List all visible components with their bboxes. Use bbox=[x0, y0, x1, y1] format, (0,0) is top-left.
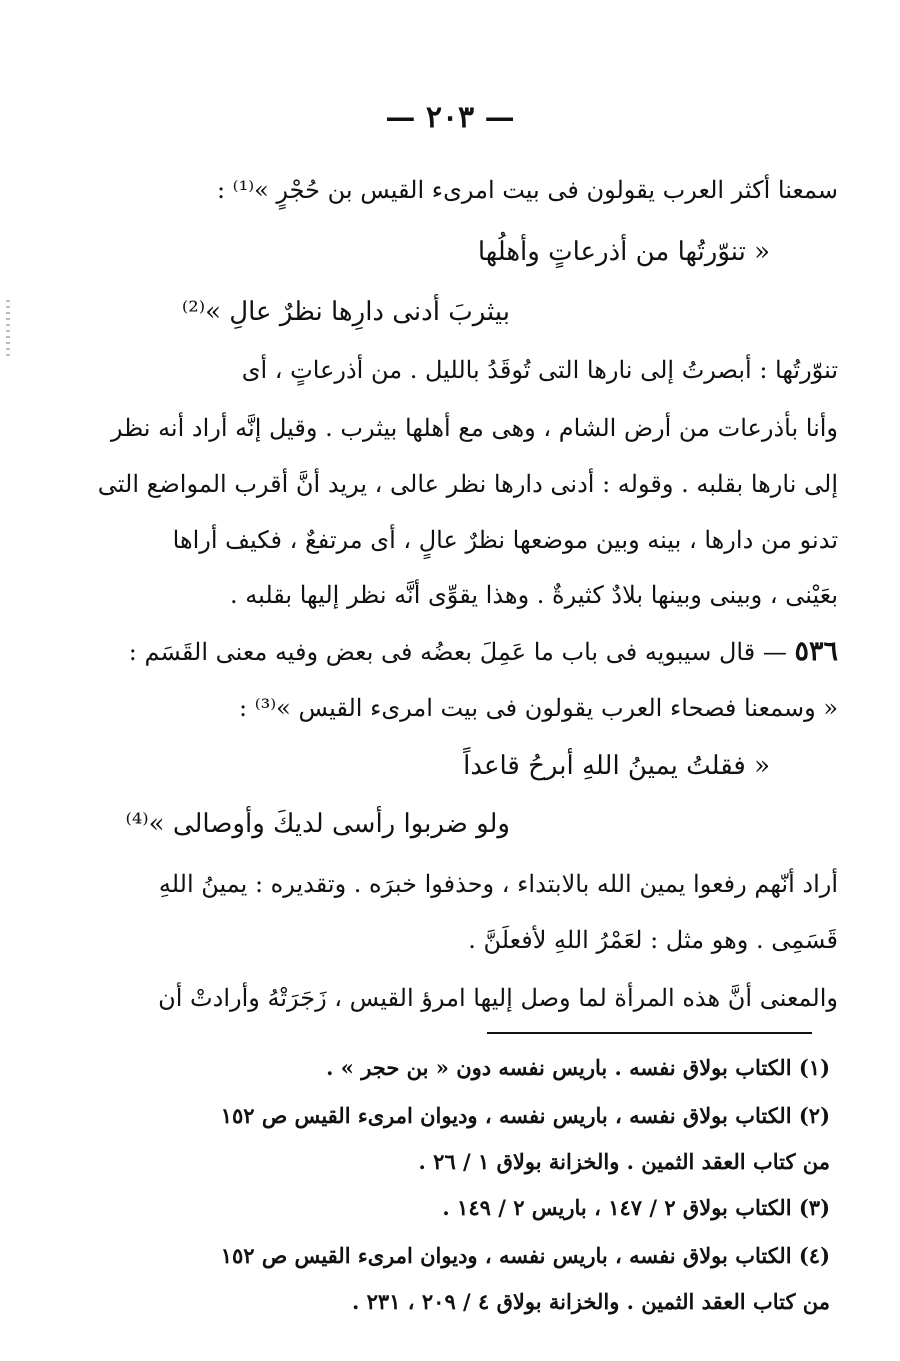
explanation-line-5: بعَيْنى ، وبينى وبينها بلادٌ كثيرةٌ . وهذا يقوِّى أنَّه نظر إليها بقلبه . bbox=[229, 581, 838, 609]
explanation-line-2: وأنا بأذرعات من أرض الشام ، وهى مع أهلها بيثرب . وقيل إنَّه أراد أنه نظر bbox=[110, 414, 838, 442]
section-text: — قال سيبويه فى باب ما عَمِلَ بعضُه فى بعض وفيه معنى القَسَم : bbox=[128, 638, 787, 666]
intro-line: سمعنا أكثر العرب يقولون فى بيت امرىء القيس بن حُجْرٍ »⁽¹⁾ : bbox=[216, 176, 838, 204]
section-number: ٥٣٦ bbox=[794, 636, 838, 667]
verse-1-first-hemistich: « تنوّرتُها من أذرعاتٍ وأهلُها bbox=[477, 237, 770, 267]
footnote-4-line-1: (٤) الكتاب بولاق نفسه ، باريس نفسه ، وديوان امرىء القيس ص ١٥٢ bbox=[220, 1243, 830, 1268]
footnote-4-line-2: من كتاب العقد الثمين . والخزانة بولاق ٤ / ٢٠٩ ، ٢٣١ . bbox=[352, 1289, 830, 1314]
footnote-2-line-1: (٢) الكتاب بولاق نفسه ، باريس نفسه ، وديوان امرىء القيس ص ١٥٢ bbox=[220, 1103, 830, 1128]
footnote-1: (١) الكتاب بولاق نفسه . باريس نفسه دون « بن حجر » . bbox=[326, 1055, 830, 1080]
verse-1-second-hemistich: بيثربَ أدنى دارِها نظرٌ عالِ »⁽²⁾ bbox=[181, 297, 510, 327]
explanation-line-4: تدنو من دارها ، بينه وبين موضعها نظرٌ عالٍ ، أى مرتفعٌ ، فكيف أراها bbox=[172, 526, 838, 554]
section-heading bbox=[129, 632, 838, 672]
explanation-line-8: والمعنى أنَّ هذه المرأة لما وصل إليها امرؤ القيس ، زَجَرَتْهُ وأرادتْ أن bbox=[158, 984, 838, 1012]
verse-2-second-hemistich: ولو ضربوا رأسى لديكَ وأوصالى »⁽⁴⁾ bbox=[125, 809, 510, 839]
quote-2-intro: « وسمعنا فصحاء العرب يقولون فى بيت امرىء القيس »⁽³⁾ : bbox=[239, 694, 838, 722]
explanation-line-3: إلى نارها بقلبه . وقوله : أدنى دارها نظر عالى ، يريد أنَّ أقرب المواضع التى bbox=[97, 470, 838, 498]
explanation-line-1: تنوّرتُها : أبصرتُ إلى نارها التى تُوقَدُ بالليل . من أذرعاتٍ ، أى bbox=[241, 356, 838, 384]
verse-2-first-hemistich: « فقلتُ يمينُ اللهِ أبرحُ قاعداً bbox=[463, 751, 770, 781]
footnote-2-line-2: من كتاب العقد الثمين . والخزانة بولاق ١ / ٢٦ . bbox=[418, 1149, 830, 1174]
page-number: — ٢٠٣ — bbox=[385, 100, 515, 135]
explanation-line-7: قَسَمِى . وهو مثل : لعَمْرُ اللهِ لأفعلَنَّ . bbox=[468, 926, 838, 954]
scan-edge-speck bbox=[6, 300, 10, 360]
footnote-separator bbox=[487, 1032, 812, 1034]
footnote-3: (٣) الكتاب بولاق ٢ / ١٤٧ ، باريس ٢ / ١٤٩ . bbox=[442, 1195, 830, 1220]
explanation-line-6: أراد أنّهم رفعوا يمين الله بالابتداء ، وحذفوا خبرَه . وتقديره : يمينُ اللهِ bbox=[158, 870, 838, 898]
